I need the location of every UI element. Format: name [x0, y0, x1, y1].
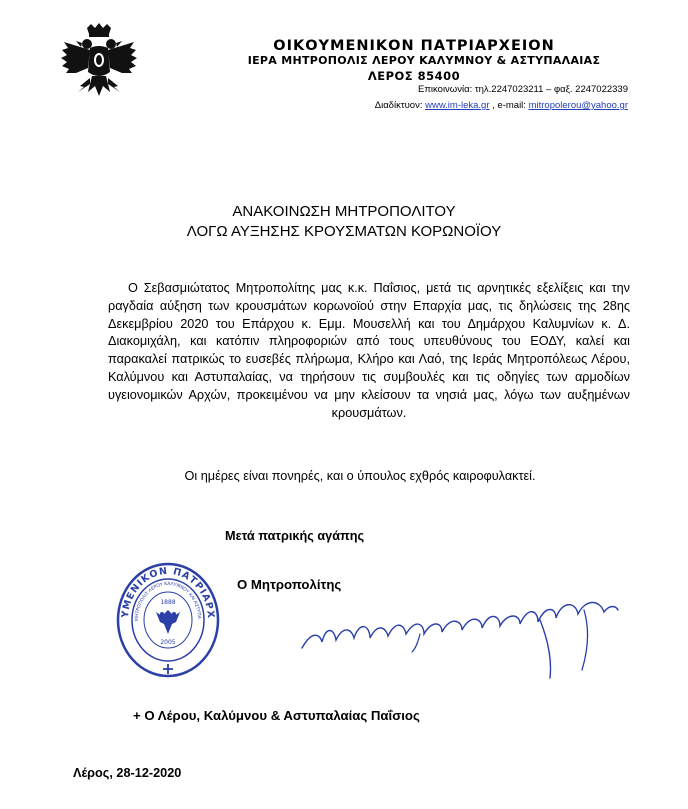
announcement-title: ΑΝΑΚΟΙΝΩΣΗ ΜΗΤΡΟΠΟΛΙΤΟΥ [232, 203, 456, 220]
metropolis-seal-icon [114, 560, 222, 680]
header-org: ΟΙΚΟΥΜΕΝΙΚΟΝ ΠΑΤΡΙΑΡΧΕΙΟΝ [273, 38, 555, 54]
body-paragraph: Ο Σεβασμιώτατος Μητροπολίτης μας κ.κ. Παΐσιος, μετά τις αρνητικές εξελίξεις και την ραγδαία αύξηση των κρουσμάτων κορωνοϊού στην Επαρχία μας, τις δηλώσεις της 28ης Δεκεμβρίου 2020 του Επάρχου κ. Εμμ. Μουσελλή και του Δημάρχου Καλυμνίων κ. Δ. Διακομιχάλη, και κατόπιν πληροφοριών από τους υπευθύνους του ΕΟΔΥ, καλεί και παρακαλεί πατρικώς το ευσεβές πλήρωμα, Κλήρο και Λαό, της Ιεράς Μητροπόλεως Λέρου, Καλύμνου και Αστυπαλαίας, να τηρήσουν τις συμβουλές και τις οδηγίες των αρμοδίων υγειονομικών Αρχών, προκειμένου να μην κλείσουν τα νησιά μας, λόγω των αυξημένων κρουσμάτων. [108, 281, 630, 420]
header-web-line [160, 100, 628, 111]
handwritten-signature [300, 590, 620, 680]
svg-text:ΟΙΚΟΥΜΕΝΙΚΟΝ ΠΑΤΡΙΑΡΧΕΙΟΝ [114, 560, 217, 622]
header-phone-line: Επικοινωνία: τηλ.2247023211 – φαξ. 2247022339 [418, 84, 628, 95]
closing-metropolitan: Ο Μητροπολίτης [237, 577, 342, 592]
web-link[interactable]: www.im-leka.gr [425, 100, 490, 111]
seal-text-inner: ΜΗΤΡΟΠΟΛΙΣ ΛΕΡΟΥ ΚΑΛΥΜΝΟΥ ΚΑΙ ΑΣΤΥΠΑ [134, 581, 202, 622]
announcement-subtitle: ΛΟΓΩ ΑΥΞΗΣΗΣ ΚΡΟΥΣΜΑΤΩΝ ΚΟΡΩΝΟΪΟΥ [186, 223, 502, 240]
signature-name: + Ο Λέρου, Καλύμνου & Αστυπαλαίας Παΐσιος [133, 708, 420, 723]
seal-year-top: 1888 [160, 599, 176, 606]
document-date: Λέρος, 28-12-2020 [73, 766, 182, 780]
seal-text-top: ΥΜΕΝΙΚΟΝ ΠΑΤΡΙΑΡΧ [119, 565, 217, 620]
web-label: Διαδίκτυον: [374, 100, 423, 111]
email-label: , e-mail: [492, 100, 526, 111]
body-paragraph-closing: Οι ημέρες είναι πονηρές, και ο ύπουλος εχθρός καιροφυλακτεί. [184, 469, 536, 483]
header-city: ΛΕΡΟΣ 85400 [367, 69, 461, 83]
announcement-body [108, 280, 630, 422]
closing-love: Μετά πατρικής αγάπης [225, 529, 365, 543]
seal-year-bottom: 2005 [160, 639, 176, 646]
email-link[interactable]: mitropolerou@yahoo.gr [528, 100, 628, 111]
header-metropolis: ΙΕΡΑ ΜΗΤΡΟΠΟΛΙΣ ΛΕΡΟΥ ΚΑΛΥΜΝΟΥ & ΑΣΤΥΠΑΛΑΙΑΣ [247, 54, 601, 67]
double-headed-eagle-icon [60, 22, 138, 104]
